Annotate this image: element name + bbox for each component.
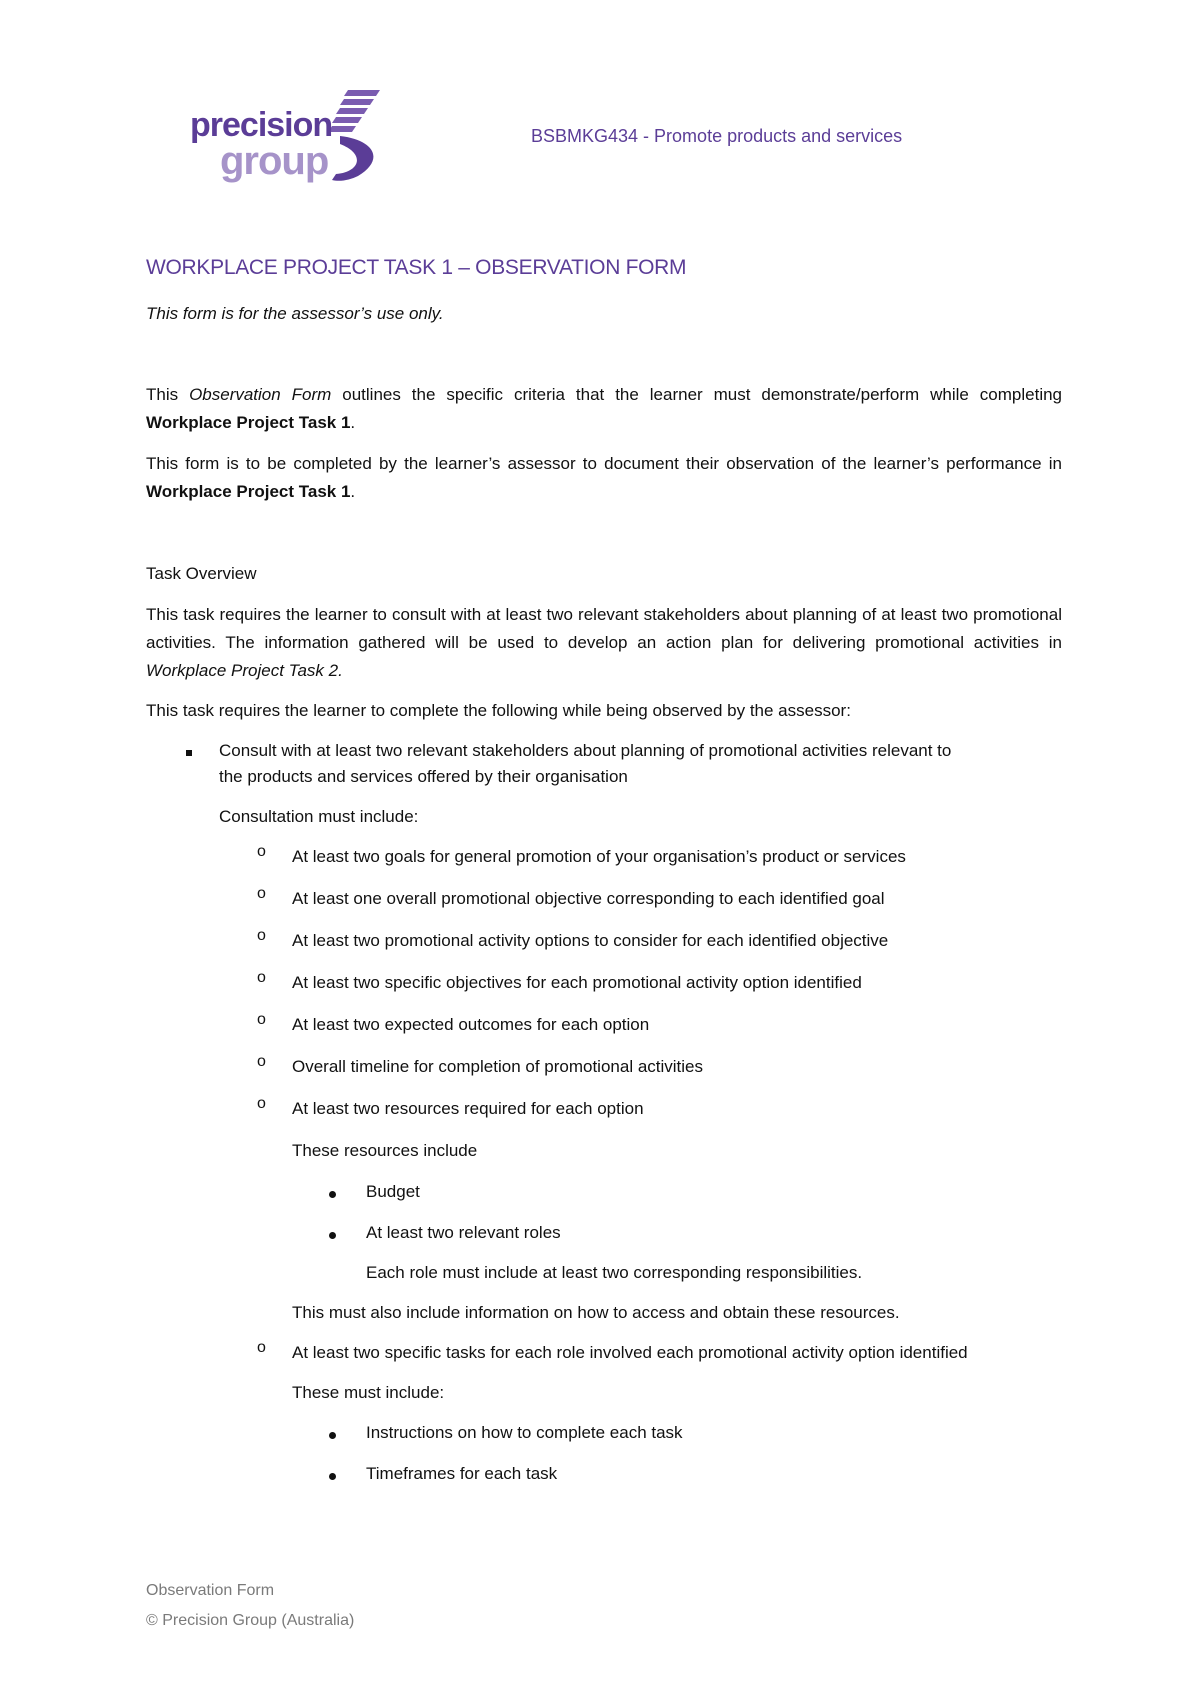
svg-text:group: group (220, 139, 329, 183)
consultation-label: Consultation must include: (219, 807, 419, 826)
circle-bullet-icon: o (257, 1339, 266, 1356)
resource-item: Budget (366, 1182, 420, 1201)
list-item: At least two goals for general promotion of your organisation’s product or services (292, 847, 906, 866)
circle-bullet-icon: o (257, 1053, 266, 1070)
circle-bullet-icon: o (257, 843, 266, 860)
circle-bullet-icon: o (257, 1095, 266, 1112)
bullet-dot-icon (329, 1473, 336, 1480)
circle-bullet-icon: o (257, 927, 266, 944)
bullet-dot-icon (329, 1432, 336, 1439)
page-title: WORKPLACE PROJECT TASK 1 – OBSERVATION FORM (146, 256, 687, 279)
intro-paragraph-2: This form is to be completed by the learner’s assessor to document their observation of the learner’s performance in Workplace Project Task 1. (146, 454, 1062, 501)
list-item: At least two promotional activity options to consider for each identified objective (292, 931, 889, 950)
precision-group-logo (190, 88, 390, 190)
overview-paragraph-2: This task requires the learner to complete the following while being observed by the assessor: (146, 701, 851, 720)
overview-paragraph-1: This task requires the learner to consult with at least two relevant stakeholders about planning of at least two promotional activities. The information gathered will be used to develop an action plan for delivering promotional activities in Workplace Project Task 2. (146, 605, 1062, 680)
role-note: Each role must include at least two corresponding responsibilities. (366, 1263, 863, 1282)
list-item: At least two resources required for each option (292, 1099, 644, 1118)
assessor-note: This form is for the assessor’s use only. (146, 304, 444, 323)
svg-text:precision: precision (190, 106, 333, 144)
footer-copyright: © Precision Group (Australia) (146, 1612, 355, 1629)
list-item: At least two expected outcomes for each option (292, 1015, 650, 1034)
list-item: Overall timeline for completion of promotional activities (292, 1057, 704, 1076)
circle-bullet-icon: o (257, 1011, 266, 1028)
intro-paragraph-1: This Observation Form outlines the specific criteria that the learner must demonstrate/perform while completing Workplace Project Task 1. (146, 385, 1063, 432)
circle-bullet-icon: o (257, 885, 266, 902)
access-note: This must also include information on how to access and obtain these resources. (292, 1303, 900, 1322)
bullet-dot-icon (329, 1232, 336, 1239)
list-item: At least two specific objectives for each promotional activity option identified (292, 973, 862, 992)
task-item: Timeframes for each task (366, 1464, 558, 1483)
tasks-label: These must include: (292, 1383, 445, 1402)
footer-form-name: Observation Form (146, 1582, 275, 1599)
task-item: Instructions on how to complete each task (366, 1423, 683, 1442)
unit-title: BSBMKG434 - Promote products and services (531, 126, 903, 146)
circle-bullet-icon: o (257, 969, 266, 986)
bullet-dot-icon (329, 1191, 336, 1198)
list-item: At least two specific tasks for each role involved each promotional activity option identified (292, 1343, 968, 1362)
resources-label: These resources include (292, 1141, 478, 1160)
list-item: At least one overall promotional objective corresponding to each identified goal (292, 889, 885, 908)
bullet-consult-line1: Consult with at least two relevant stakeholders about planning of promotional activities relevant to (219, 741, 952, 760)
square-bullet-icon (186, 750, 192, 756)
resource-item: At least two relevant roles (366, 1223, 561, 1242)
bullet-consult-line2: the products and services offered by their organisation (219, 767, 628, 786)
task-overview-title: Task Overview (146, 564, 257, 583)
